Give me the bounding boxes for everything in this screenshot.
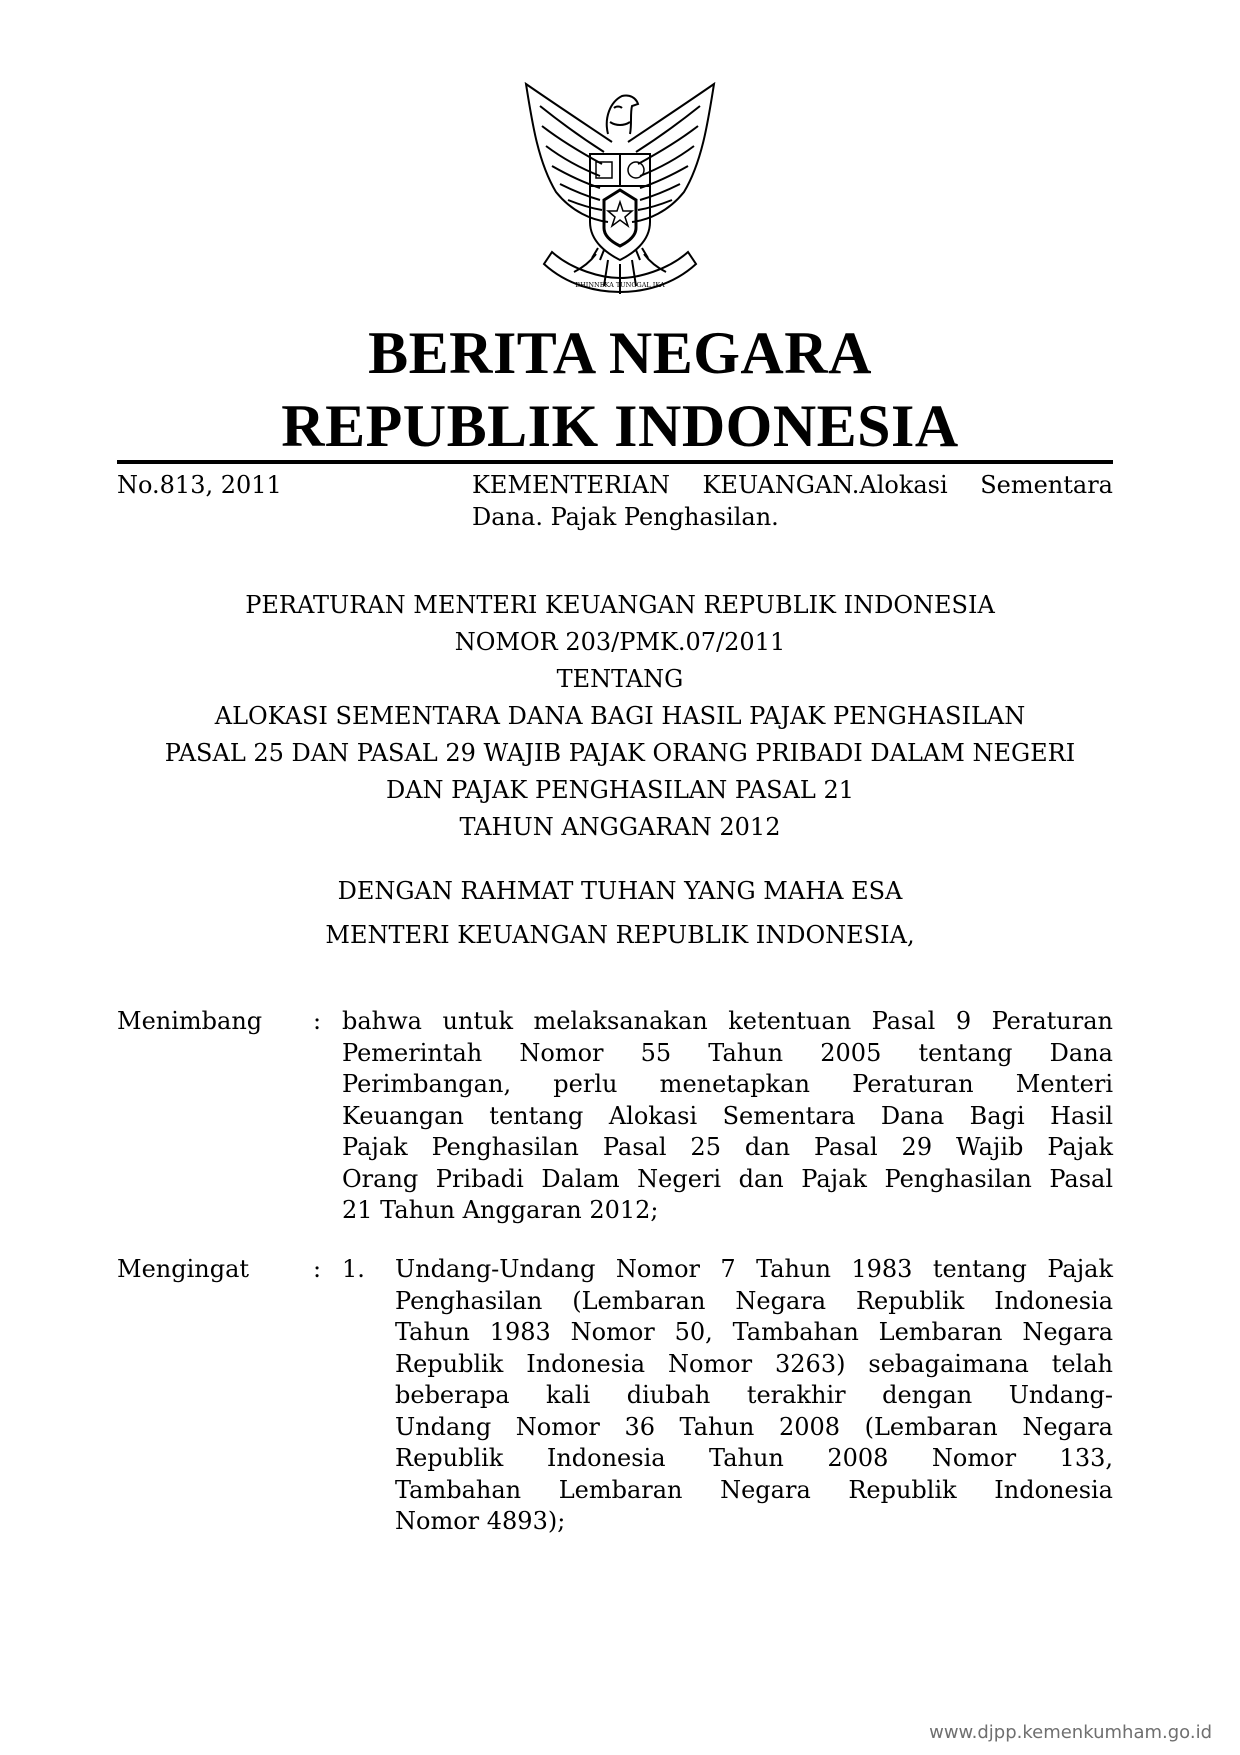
body-line: Nomor 4893); bbox=[395, 1507, 566, 1535]
body-line: Penghasilan (Lembaran Negara Republik Indonesia bbox=[395, 1286, 1113, 1315]
masthead-divider bbox=[117, 460, 1113, 464]
body-line: Keuangan tentang Alokasi Sementara Dana Bagi Hasil bbox=[342, 1101, 1113, 1130]
section-colon: : bbox=[313, 1007, 322, 1035]
footer-url: www.djpp.kemenkumham.go.id bbox=[929, 1722, 1212, 1743]
regulation-title-line: PASAL 25 DAN PASAL 29 WAJIB PAJAK ORANG PRIBADI DALAM NEGERI bbox=[164, 739, 1076, 767]
regulation-title-line: TENTANG bbox=[556, 665, 684, 693]
regulation-title-line: ALOKASI SEMENTARA DANA BAGI HASIL PAJAK PENGHASILAN bbox=[214, 702, 1026, 730]
body-line: Republik Indonesia Tahun 2008 Nomor 133, bbox=[395, 1444, 1113, 1472]
greeting-line-2: MENTERI KEUANGAN REPUBLIK INDONESIA, bbox=[325, 921, 915, 949]
masthead-line-1: BERITA NEGARA bbox=[368, 320, 872, 386]
body-line: Pemerintah Nomor 55 Tahun 2005 tentang Dana bbox=[342, 1038, 1113, 1067]
body-line: Perimbangan, perlu menetapkan Peraturan Menteri bbox=[342, 1070, 1113, 1098]
greeting-line-1: DENGAN RAHMAT TUHAN YANG MAHA ESA bbox=[337, 877, 903, 905]
body-line: Pajak Penghasilan Pasal 25 dan Pasal 29 Wajib Pajak bbox=[342, 1133, 1113, 1161]
body-line: 21 Tahun Anggaran 2012; bbox=[342, 1196, 659, 1224]
regulation-title-line: PERATURAN MENTERI KEUANGAN REPUBLIK INDONESIA bbox=[245, 591, 995, 619]
list-item-number: 1. bbox=[342, 1255, 365, 1283]
gazette-number: No.813, 2011 bbox=[117, 471, 282, 499]
section-body bbox=[342, 1006, 1113, 1227]
section-label: Mengingat bbox=[117, 1255, 250, 1283]
section-colon: : bbox=[313, 1255, 322, 1283]
body-line: Tambahan Lembaran Negara Republik Indonesia bbox=[395, 1475, 1113, 1504]
body-line: Undang-Undang Nomor 7 Tahun 1983 tentang Pajak bbox=[395, 1255, 1113, 1283]
body-line: Republik Indonesia Nomor 3263) sebagaimana telah bbox=[395, 1349, 1113, 1378]
garuda-emblem-icon bbox=[512, 82, 728, 302]
gazette-subject-line-2: Dana. Pajak Penghasilan. bbox=[472, 503, 779, 531]
body-line: beberapa kali diubah terakhir dengan Undang- bbox=[395, 1381, 1113, 1409]
body-line: Undang Nomor 36 Tahun 2008 (Lembaran Negara bbox=[395, 1412, 1113, 1441]
regulation-title-line: NOMOR 203/PMK.07/2011 bbox=[454, 628, 786, 656]
regulation-title-line: DAN PAJAK PENGHASILAN PASAL 21 bbox=[385, 776, 855, 804]
emblem-motto: BHINNEKA TUNGGAL IKA bbox=[575, 281, 665, 289]
body-line: Tahun 1983 Nomor 50, Tambahan Lembaran Negara bbox=[395, 1318, 1113, 1346]
body-line: bahwa untuk melaksanakan ketentuan Pasal 9 Peraturan bbox=[342, 1007, 1113, 1035]
regulation-title-line: TAHUN ANGGARAN 2012 bbox=[459, 813, 781, 841]
gazette-subject-line-1: KEMENTERIAN KEUANGAN.Alokasi Sementara bbox=[472, 471, 1113, 499]
body-line: Orang Pribadi Dalam Negeri dan Pajak Penghasilan Pasal bbox=[342, 1164, 1113, 1193]
masthead-line-2: REPUBLIK INDONESIA bbox=[281, 393, 959, 459]
list-item bbox=[395, 1254, 1113, 1538]
gazette-subject bbox=[472, 469, 1113, 533]
regulation-title bbox=[0, 587, 1240, 846]
greeting bbox=[0, 869, 1240, 957]
section-label: Menimbang bbox=[117, 1007, 263, 1035]
